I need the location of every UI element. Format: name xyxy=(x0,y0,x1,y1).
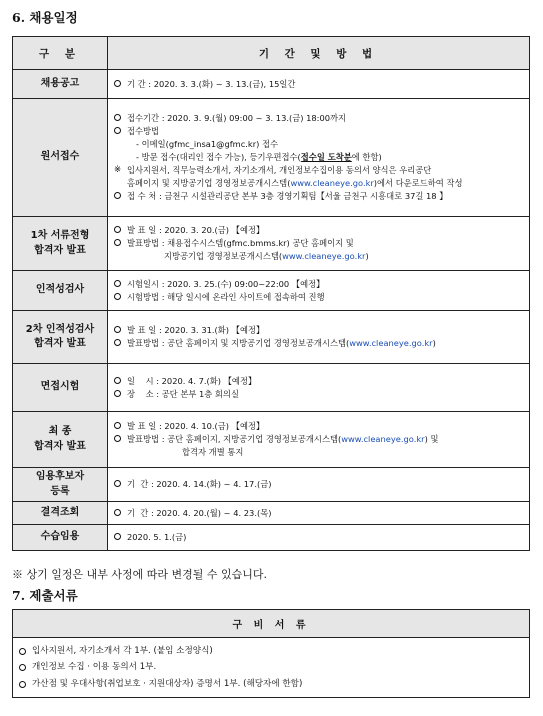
circle-bullet-icon xyxy=(19,648,26,655)
circle-bullet-icon xyxy=(114,226,121,233)
circle-bullet-icon xyxy=(114,280,121,287)
circle-bullet-icon xyxy=(114,339,121,346)
row-candidate-registration: 임용후보자 등록 기 간 : 2020. 4. 14.(화) ~ 4. 17.(금) xyxy=(13,468,530,502)
note-mark: ※ xyxy=(114,164,122,175)
documents-header-row xyxy=(13,610,530,638)
list-item: 가산점 및 우대사항(취업보호 · 지원대상자) 증명서 1부. (해당자에 한함) xyxy=(19,676,523,692)
label-second-result: 2차 인적성검사 합격자 발표 xyxy=(13,311,108,364)
label-probation: 수습임용 xyxy=(13,525,108,551)
row-interview: 면접시험 일 시 : 2020. 4. 7.(화) 【예정】 장 소 : 공단 본부 1층 회의실 xyxy=(13,364,530,412)
circle-bullet-icon xyxy=(114,422,121,429)
section-6-title: 6. 채용일정 xyxy=(12,10,78,25)
label-first-result: 1차 서류전형 합격자 발표 xyxy=(13,217,108,271)
row-disqualification-check: 결격조회 기 간 : 2020. 4. 20.(월) ~ 4. 23.(목) xyxy=(13,502,530,525)
label-disqualification-check: 결격조회 xyxy=(13,502,108,525)
row-second-result: 2차 인적성검사 합격자 발표 발 표 일 : 2020. 3. 31.(화) 【예정】 발표방법 : 공단 홈페이지 및 지방공기업 경영정보공개시스템(www.cleaneye.go.kr) xyxy=(13,311,530,364)
label-interview: 면접시험 xyxy=(13,364,108,412)
arrival-emphasis: 접수일 도착분 xyxy=(300,151,352,162)
schedule-table xyxy=(12,36,530,551)
cleaneye-link[interactable]: www.cleaneye.go.kr xyxy=(290,177,374,188)
circle-bullet-icon xyxy=(19,681,26,688)
label-job-posting: 채용공고 xyxy=(13,70,108,99)
header-period-method: 기 간 및 방 법 xyxy=(108,37,530,70)
label-candidate-registration: 임용후보자 등록 xyxy=(13,468,108,502)
schedule-change-note: ※ 상기 일정은 내부 사정에 따라 변경될 수 있습니다. xyxy=(12,568,267,581)
cleaneye-link[interactable]: www.cleaneye.go.kr xyxy=(349,338,433,348)
list-item: 개인정보 수집 · 이용 동의서 1부. xyxy=(19,659,523,675)
row-aptitude-test: 인적성검사 시험일시 : 2020. 3. 25.(수) 09:00~22:00 【예정】 시험방법 : 해당 일시에 온라인 사이트에 접속하여 진행 xyxy=(13,271,530,311)
row-probation: 수습임용 2020. 5. 1.(금) xyxy=(13,525,530,551)
label-final-result: 최 종 합격자 발표 xyxy=(13,412,108,468)
cleaneye-link[interactable]: www.cleaneye.go.kr xyxy=(341,434,425,445)
documents-list xyxy=(13,638,530,698)
circle-bullet-icon xyxy=(114,192,121,199)
circle-bullet-icon xyxy=(114,390,121,397)
circle-bullet-icon xyxy=(114,509,121,516)
circle-bullet-icon xyxy=(114,127,121,134)
circle-bullet-icon xyxy=(114,533,121,540)
label-application: 원서접수 xyxy=(13,99,108,217)
circle-bullet-icon xyxy=(114,293,121,300)
header-category: 구 분 xyxy=(13,37,108,70)
circle-bullet-icon xyxy=(114,114,121,121)
circle-bullet-icon xyxy=(114,435,121,442)
row-first-result: 1차 서류전형 합격자 발표 발 표 일 : 2020. 3. 20.(금) 【예정】 발표방법 : 채용접수시스템(gfmc.bmms.kr) 공단 홈페이지 및 지방공기업 경영정보공개시스템(www.cleaneye.go.kr) xyxy=(13,217,530,271)
documents-table xyxy=(12,609,530,698)
section-7-title: 7. 제출서류 xyxy=(12,588,78,603)
row-final-result: 최 종 합격자 발표 발 표 일 : 2020. 4. 10.(금) 【예정】 발표방법 : 공단 홈페이지, 지방공기업 경영정보공개시스템(www.cleaneye.go.kr) 및 합격자 개별 통지 xyxy=(13,412,530,468)
cleaneye-link[interactable]: www.cleaneye.go.kr xyxy=(282,250,366,261)
row-job-posting: 채용공고 기 간 : 2020. 3. 3.(화) ~ 3. 13.(금), 15일간 xyxy=(13,70,530,99)
circle-bullet-icon xyxy=(114,326,121,333)
circle-bullet-icon xyxy=(114,377,121,384)
documents-header: 구 비 서 류 xyxy=(13,610,530,638)
circle-bullet-icon xyxy=(114,480,121,487)
schedule-header-row xyxy=(13,37,530,70)
circle-bullet-icon xyxy=(19,664,26,671)
list-item: 입사지원서, 자기소개서 각 1부. (붙임 소정양식) xyxy=(19,643,523,659)
label-aptitude-test: 인적성검사 xyxy=(13,271,108,311)
circle-bullet-icon xyxy=(114,80,121,87)
circle-bullet-icon xyxy=(114,239,121,246)
row-application: 원서접수 접수기간 : 2020. 3. 9.(월) 09:00 ~ 3. 13.(금) 18:00까지 접수방법 - 이메일(gfmc_insa1@gfmc.kr) 접수 - 방문 접수(대리인 접수 가능), 등기우편접수(접수일 도착분에 한함) ※ 입사지원서, 직무능력소개서, 자기소개서, 개인정보수집이용 동의서 양식은 우리공단 홈페이지 및 지방공기업 경영정보공개시스템(www.cleaneye.go.kr)에서 다운로드하여 작성 접 수 처 : 금천구 시설관리공단 본부 3층 경영기획팀【서울 금천구 시흥대로 37길 18 】 xyxy=(13,99,530,217)
